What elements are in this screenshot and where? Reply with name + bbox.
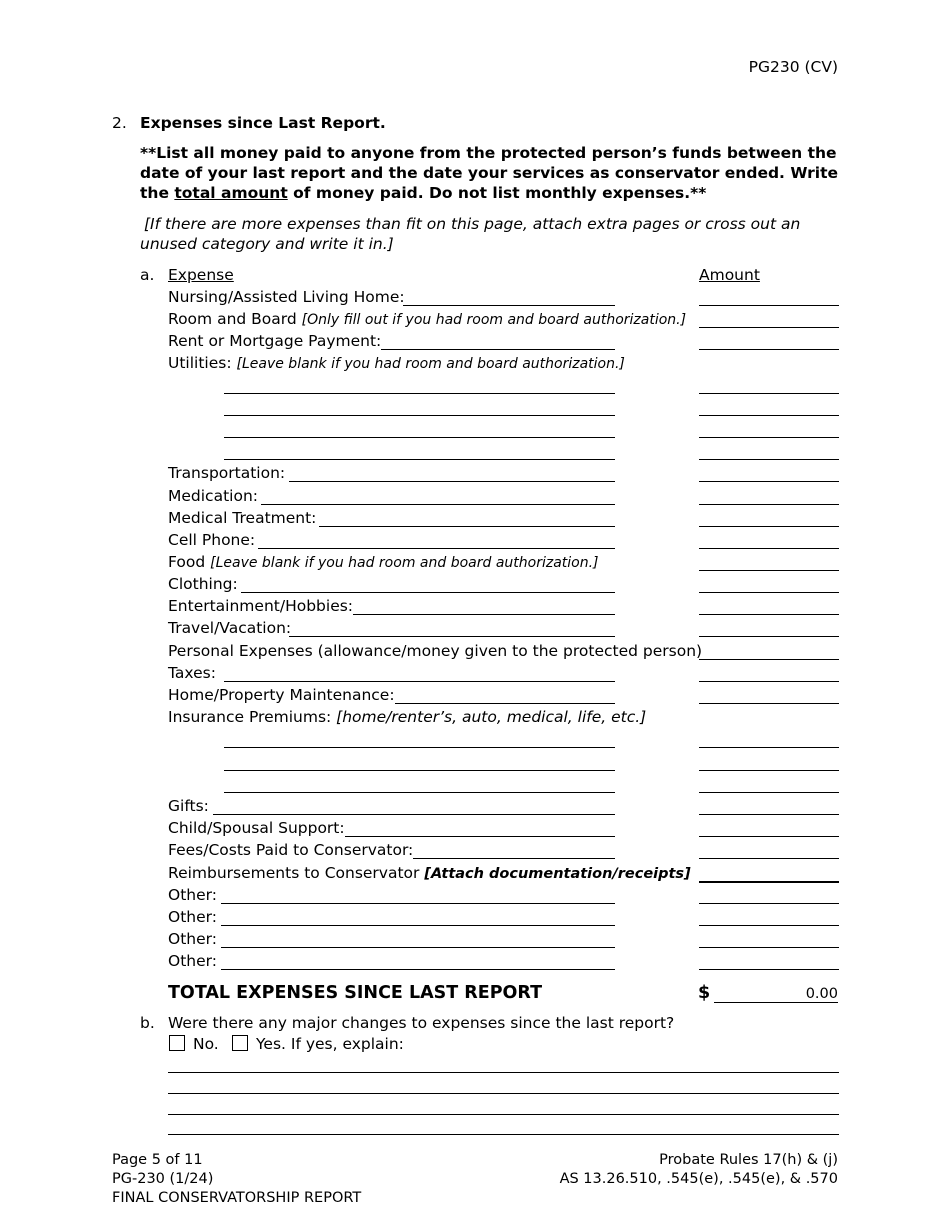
footer-page-number: Page 5 of 11	[112, 1152, 203, 1168]
label-utilities	[168, 354, 625, 373]
insurance-2-amount-field[interactable]	[699, 752, 839, 771]
utility-1-amount-field[interactable]	[699, 375, 839, 394]
entertainment-description-field[interactable]	[353, 596, 615, 615]
note-line-2: unused category and write it in.]	[140, 235, 394, 253]
col-header-amount: Amount	[699, 266, 760, 284]
reimbursements-amount-field[interactable]	[699, 863, 839, 883]
taxes-amount-field[interactable]	[699, 663, 839, 682]
clothing-amount-field[interactable]	[699, 574, 839, 593]
label-personal-expenses: Personal Expenses (allowance/money given to the protected person)	[168, 642, 703, 660]
transportation-amount-field[interactable]	[699, 463, 839, 482]
nursing-amount-field[interactable]	[699, 287, 839, 306]
insurance-note: [home/renter’s, auto, medical, life, etc.]	[336, 708, 647, 726]
instruction-line-3	[140, 184, 706, 202]
child-support-amount-field[interactable]	[699, 818, 839, 837]
room-board-amount-field[interactable]	[699, 309, 839, 328]
food-text: Food	[168, 553, 211, 571]
food-amount-field[interactable]	[699, 552, 839, 571]
section-number: 2.	[112, 114, 127, 132]
instruction-text: of money paid. Do not list monthly expenses.**	[287, 184, 707, 202]
label-gifts: Gifts:	[168, 797, 209, 815]
food-note: [Leave blank if you had room and board authorization.]	[210, 555, 599, 571]
cell-phone-amount-field[interactable]	[699, 530, 839, 549]
other-1-description-field[interactable]	[221, 885, 615, 904]
label-rent: Rent or Mortgage Payment:	[168, 332, 382, 350]
label-fees: Fees/Costs Paid to Conservator:	[168, 841, 414, 859]
home-maintenance-amount-field[interactable]	[699, 685, 839, 704]
label-entertainment: Entertainment/Hobbies:	[168, 597, 354, 615]
other-3-description-field[interactable]	[221, 929, 615, 948]
label-room-board	[168, 310, 686, 329]
utility-2-amount-field[interactable]	[699, 397, 839, 416]
explain-line-2[interactable]	[168, 1075, 839, 1094]
label-travel: Travel/Vacation:	[168, 619, 292, 637]
instruction-emphasis: total amount	[174, 184, 288, 202]
utility-3-amount-field[interactable]	[699, 419, 839, 438]
transportation-description-field[interactable]	[289, 463, 615, 482]
part-a-letter: a.	[140, 266, 155, 284]
room-board-note: [Only fill out if you had room and board authorization.]	[301, 312, 687, 328]
utility-1-description-field[interactable]	[224, 375, 615, 394]
label-other-1: Other:	[168, 886, 217, 904]
other-2-amount-field[interactable]	[699, 907, 839, 926]
label-other-2: Other:	[168, 908, 217, 926]
form-code: PG230 (CV)	[748, 58, 838, 76]
footer-form-title: FINAL CONSERVATORSHIP REPORT	[112, 1190, 362, 1206]
label-home-maintenance: Home/Property Maintenance:	[168, 686, 395, 704]
section-title: Expenses since Last Report.	[140, 114, 386, 132]
insurance-1-amount-field[interactable]	[699, 729, 839, 748]
label-insurance	[168, 708, 646, 726]
personal-expenses-amount-field[interactable]	[699, 641, 839, 660]
label-other-4: Other:	[168, 952, 217, 970]
note-line-1: [If there are more expenses than fit on this page, attach extra pages or cross out an	[144, 215, 801, 233]
label-reimbursements	[168, 864, 691, 883]
no-label: No.	[193, 1035, 219, 1053]
child-support-description-field[interactable]	[345, 818, 615, 837]
insurance-2-description-field[interactable]	[224, 752, 615, 771]
clothing-description-field[interactable]	[241, 574, 615, 593]
total-label: TOTAL EXPENSES SINCE LAST REPORT	[168, 983, 543, 1003]
travel-amount-field[interactable]	[699, 618, 839, 637]
label-child-support: Child/Spousal Support:	[168, 819, 345, 837]
gifts-description-field[interactable]	[213, 796, 615, 815]
insurance-1-description-field[interactable]	[224, 729, 615, 748]
label-medication: Medication:	[168, 487, 258, 505]
label-cell-phone: Cell Phone:	[168, 531, 256, 549]
insurance-3-description-field[interactable]	[224, 774, 615, 793]
fees-amount-field[interactable]	[699, 840, 839, 859]
changes-question: Were there any major changes to expenses since the last report?	[168, 1014, 675, 1032]
part-b-letter: b.	[140, 1014, 155, 1032]
entertainment-amount-field[interactable]	[699, 596, 839, 615]
medication-amount-field[interactable]	[699, 486, 839, 505]
travel-description-field[interactable]	[289, 618, 615, 637]
home-maintenance-description-field[interactable]	[395, 685, 615, 704]
insurance-text: Insurance Premiums:	[168, 708, 337, 726]
gifts-amount-field[interactable]	[699, 796, 839, 815]
taxes-description-field[interactable]	[224, 663, 615, 682]
yes-label: Yes. If yes, explain:	[256, 1035, 404, 1053]
room-board-text: Room and Board	[168, 310, 302, 328]
utility-3-description-field[interactable]	[224, 419, 615, 438]
utility-4-amount-field[interactable]	[699, 441, 839, 460]
instruction-text: the	[140, 184, 175, 202]
utility-4-description-field[interactable]	[224, 441, 615, 460]
other-4-amount-field[interactable]	[699, 951, 839, 970]
footer-statute: AS 13.26.510, .545(e), .545(e), & .570	[559, 1171, 838, 1187]
instruction-line-1: **List all money paid to anyone from the protected person’s funds between the	[140, 144, 837, 162]
footer-form-number: PG-230 (1/24)	[112, 1171, 214, 1187]
other-1-amount-field[interactable]	[699, 885, 839, 904]
explain-line-1[interactable]	[168, 1054, 839, 1073]
cell-phone-description-field[interactable]	[258, 530, 615, 549]
insurance-3-amount-field[interactable]	[699, 774, 839, 793]
total-expenses-value[interactable]: 0.00	[714, 986, 838, 1003]
reimbursements-text: Reimbursements to Conservator	[168, 864, 425, 882]
total-dollar-sign: $	[698, 983, 711, 1003]
footer-probate-rules: Probate Rules 17(h) & (j)	[659, 1152, 838, 1168]
label-medical-treatment: Medical Treatment:	[168, 509, 317, 527]
yes-checkbox[interactable]	[232, 1035, 248, 1051]
label-clothing: Clothing:	[168, 575, 238, 593]
fees-description-field[interactable]	[413, 840, 615, 859]
explain-line-4[interactable]	[168, 1116, 839, 1135]
label-other-3: Other:	[168, 930, 217, 948]
reimbursements-note: [Attach documentation/receipts]	[424, 866, 691, 882]
medical-treatment-description-field[interactable]	[319, 508, 615, 527]
col-header-expense: Expense	[168, 266, 234, 284]
no-checkbox[interactable]	[169, 1035, 185, 1051]
utility-2-description-field[interactable]	[224, 397, 615, 416]
utilities-text: Utilities:	[168, 354, 237, 372]
other-2-description-field[interactable]	[221, 907, 615, 926]
instruction-line-2: date of your last report and the date your services as conservator ended. Write	[140, 164, 839, 182]
label-nursing: Nursing/Assisted Living Home:	[168, 288, 405, 306]
medical-treatment-amount-field[interactable]	[699, 508, 839, 527]
explain-line-3[interactable]	[168, 1096, 839, 1115]
label-transportation: Transportation:	[168, 464, 286, 482]
nursing-description-field[interactable]	[403, 287, 615, 306]
other-3-amount-field[interactable]	[699, 929, 839, 948]
label-taxes: Taxes:	[168, 664, 216, 682]
rent-amount-field[interactable]	[699, 331, 839, 350]
rent-description-field[interactable]	[381, 331, 615, 350]
utilities-note: [Leave blank if you had room and board authorization.]	[236, 356, 625, 372]
medication-description-field[interactable]	[261, 486, 615, 505]
label-food	[168, 553, 599, 572]
other-4-description-field[interactable]	[221, 951, 615, 970]
